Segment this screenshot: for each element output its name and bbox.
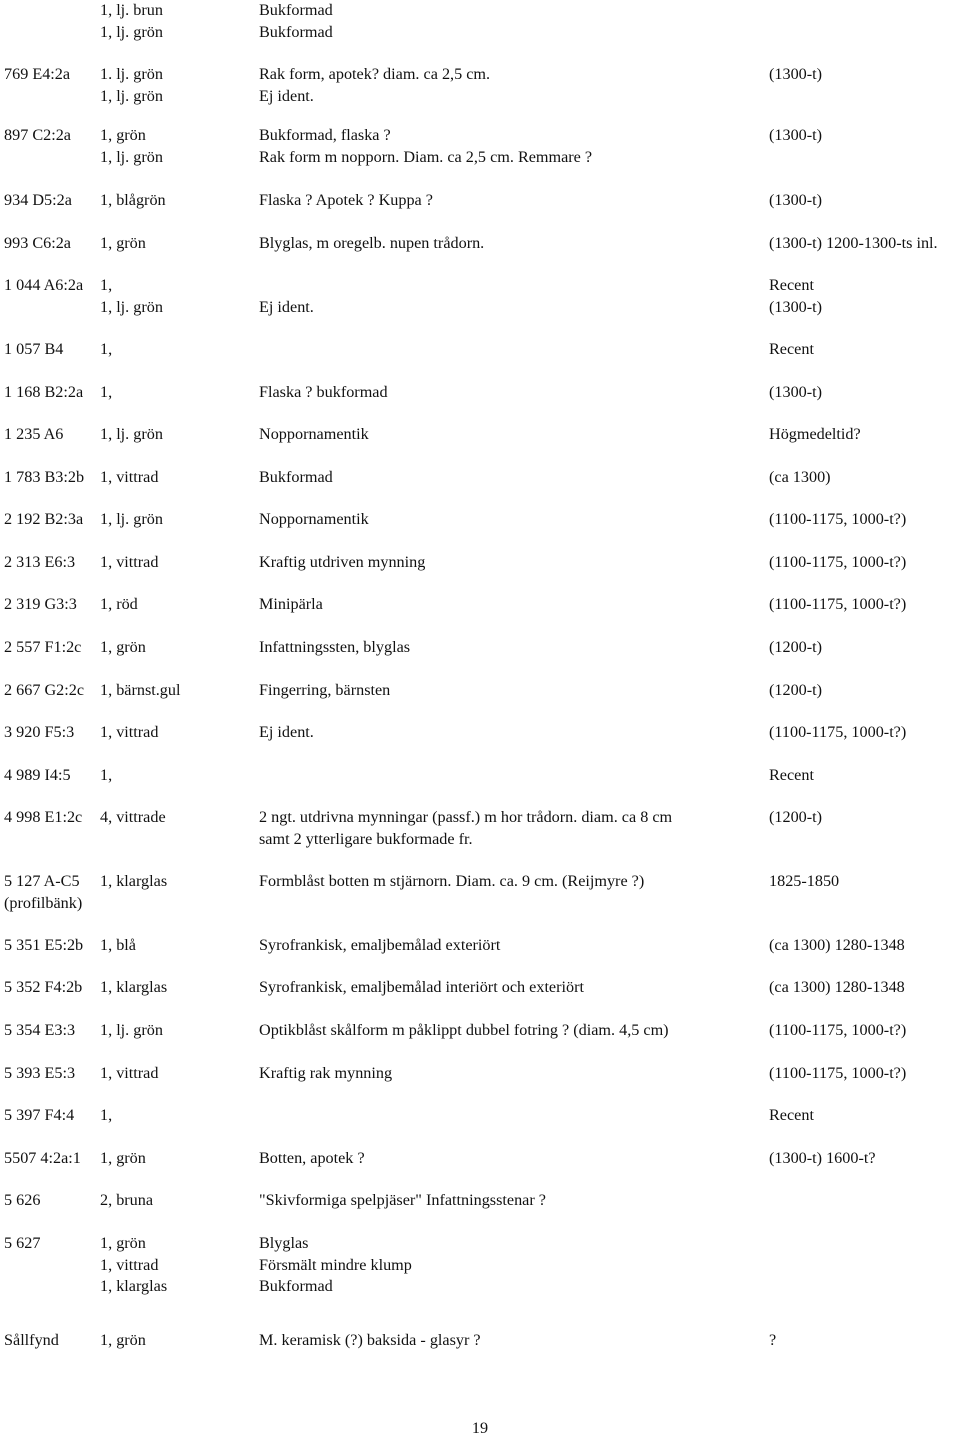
find-number: 4 998 E1:2c (4, 808, 83, 826)
description: Formblåst botten m stjärnorn. Diam. ca. 9 cm. (Reijmyre ?) (259, 872, 645, 890)
find-entry (0, 977, 960, 999)
description: Ej ident. (259, 297, 314, 316)
find-number: 1 044 A6:2a (4, 276, 84, 294)
count-color: 1, (100, 276, 113, 294)
description: Bukformad (259, 1277, 333, 1295)
entry-line (0, 722, 960, 744)
description: Optikblåst skålform m påklippt dubbel fotring ? (diam. 4,5 cm) (259, 1021, 669, 1039)
entry-line (0, 680, 960, 702)
entry-line (0, 871, 960, 893)
entry-line (0, 807, 960, 829)
count-color: 1, klarglas (100, 978, 168, 996)
count-color: 1, lj. grön (100, 86, 163, 105)
count-color: 1, lj. grön (100, 297, 163, 316)
entry-line (0, 467, 960, 489)
entry-line (0, 382, 960, 404)
count-color: 1, bärnst.gul (100, 681, 181, 699)
find-number: 2 667 G2:2c (4, 681, 85, 699)
dating: Recent (769, 276, 814, 294)
count-color: 4, vittrade (100, 808, 166, 826)
find-entry (0, 467, 960, 489)
find-number: 5 127 A-C5 (4, 872, 80, 890)
description: M. keramisk (?) baksida - glasyr ? (259, 1331, 481, 1349)
find-entry (0, 275, 960, 318)
find-number: 5 354 E3:3 (4, 1021, 76, 1039)
count-color: 1, grön (100, 126, 146, 144)
find-entry (0, 871, 960, 914)
find-number: 1 168 B2:2a (4, 383, 84, 401)
entry-line (0, 86, 960, 108)
entry-line (0, 1276, 960, 1298)
find-entry (0, 1148, 960, 1170)
entry-line (0, 339, 960, 361)
description: Bukformad, flaska ? (259, 126, 391, 144)
dating: (1300-t) (769, 297, 823, 316)
count-color: 1, lj. grön (100, 510, 163, 528)
count-color: 1, blågrön (100, 191, 166, 209)
dating: (1300-t) (769, 126, 823, 144)
dating: (1300-t) (769, 191, 823, 209)
description: Kraftig utdriven mynning (259, 553, 426, 571)
find-entry (0, 722, 960, 744)
find-entry (0, 552, 960, 574)
find-entry (0, 1233, 960, 1298)
description: Infattningssten, blyglas (259, 638, 411, 656)
entry-line (0, 977, 960, 999)
find-number: 3 920 F5:3 (4, 723, 75, 741)
dating: (1200-t) (769, 638, 823, 656)
find-entry (0, 594, 960, 616)
find-number: (profilbänk) (4, 893, 83, 912)
entry-line (0, 1255, 960, 1277)
description: Flaska ? Apotek ? Kuppa ? (259, 191, 433, 209)
entry-line (0, 1190, 960, 1212)
find-entry (0, 680, 960, 702)
description: Rak form m nopporn. Diam. ca 2,5 cm. Remmare ? (259, 147, 593, 166)
description: Botten, apotek ? (259, 1149, 365, 1167)
entry-line (0, 0, 960, 22)
entry-line (0, 125, 960, 147)
entry-line (0, 637, 960, 659)
entry-line (0, 1330, 960, 1352)
entry-line (0, 829, 960, 851)
entry-line (0, 424, 960, 446)
find-number: 2 319 G3:3 (4, 595, 77, 613)
count-color: 2, bruna (100, 1191, 154, 1209)
dating: (1200-t) (769, 808, 823, 826)
find-entry (0, 1105, 960, 1127)
count-color: 1, (100, 766, 113, 784)
entry-line (0, 893, 960, 915)
dating: Recent (769, 766, 814, 784)
count-color: 1, vittrad (100, 468, 159, 486)
dating: (1300-t) 1600-t? (769, 1149, 876, 1167)
entry-line (0, 147, 960, 169)
description: Försmält mindre klump (259, 1255, 412, 1274)
find-number: 5507 4:2a:1 (4, 1149, 81, 1167)
find-entry (0, 1330, 960, 1352)
find-number: 5 352 F4:2b (4, 978, 83, 996)
find-entry (0, 637, 960, 659)
entry-line (0, 1105, 960, 1127)
entry-line (0, 275, 960, 297)
description: Blyglas, m oregelb. nupen trådorn. (259, 234, 485, 252)
description: samt 2 ytterligare bukformade fr. (259, 829, 473, 848)
page-number: 19 (471, 1419, 489, 1437)
count-color: 1, (100, 383, 113, 401)
entry-line (0, 190, 960, 212)
entry-line (0, 1063, 960, 1085)
dating: Recent (769, 1106, 814, 1124)
dating: (1200-t) (769, 681, 823, 699)
find-number: 2 313 E6:3 (4, 553, 76, 571)
count-color: 1, vittrad (100, 553, 159, 571)
find-number: Sållfynd (4, 1331, 59, 1349)
dating: (1300-t) (769, 65, 823, 83)
count-color: 1, (100, 340, 113, 358)
description: Ej ident. (259, 723, 314, 741)
count-color: 1, lj. grön (100, 425, 163, 443)
find-entry (0, 0, 960, 43)
entry-line (0, 594, 960, 616)
dating: ? (769, 1331, 777, 1349)
find-number: 897 C2:2a (4, 126, 71, 144)
dating: (1100-1175, 1000-t?) (769, 723, 907, 741)
find-entry (0, 935, 960, 957)
count-color: 1, vittrad (100, 1255, 159, 1274)
description: Kraftig rak mynning (259, 1064, 393, 1082)
description: Fingerring, bärnsten (259, 681, 391, 699)
count-color: 1, klarglas (100, 872, 168, 890)
entry-line (0, 1148, 960, 1170)
count-color: 1, lj. grön (100, 1021, 163, 1039)
count-color: 1, grön (100, 1331, 146, 1349)
dating: (1300-t) 1200-1300-ts inl. (769, 234, 938, 252)
count-color: 1, röd (100, 595, 138, 613)
entry-line (0, 1233, 960, 1255)
description: Bukformad (259, 1, 333, 19)
count-color: 1, blå (100, 936, 136, 954)
description: Bukformad (259, 22, 333, 41)
find-entry (0, 1190, 960, 1212)
dating: (1100-1175, 1000-t?) (769, 1064, 907, 1082)
find-number: 2 557 F1:2c (4, 638, 82, 656)
description: 2 ngt. utdrivna mynningar (passf.) m hor trådorn. diam. ca 8 cm (259, 808, 673, 826)
description: Ej ident. (259, 86, 314, 105)
find-number: 2 192 B2:3a (4, 510, 84, 528)
find-entry (0, 424, 960, 446)
description: Syrofrankisk, emaljbemålad interiört och exteriört (259, 978, 584, 996)
count-color: 1, lj. brun (100, 1, 163, 19)
dating: (1100-1175, 1000-t?) (769, 1021, 907, 1039)
description: Blyglas (259, 1234, 309, 1252)
dating: (ca 1300) (769, 468, 831, 486)
find-entry (0, 190, 960, 212)
count-color: 1. lj. grön (100, 65, 163, 83)
count-color: 1, lj. grön (100, 22, 163, 41)
dating: 1825-1850 (769, 872, 840, 890)
entry-line (0, 233, 960, 255)
find-number: 5 397 F4:4 (4, 1106, 75, 1124)
find-number: 1 235 A6 (4, 425, 64, 443)
count-color: 1, vittrad (100, 723, 159, 741)
find-number: 5 626 (4, 1191, 41, 1209)
entry-line (0, 765, 960, 787)
dating: (1300-t) (769, 383, 823, 401)
dating: (1100-1175, 1000-t?) (769, 553, 907, 571)
count-color: 1, grön (100, 638, 146, 656)
entry-line (0, 552, 960, 574)
description: Noppornamentik (259, 425, 369, 443)
description: Rak form, apotek? diam. ca 2,5 cm. (259, 65, 491, 83)
dating: (1100-1175, 1000-t?) (769, 510, 907, 528)
entry-line (0, 1020, 960, 1042)
entry-line (0, 297, 960, 319)
find-entry (0, 765, 960, 787)
find-number: 1 057 B4 (4, 340, 64, 358)
find-number: 1 783 B3:2b (4, 468, 85, 486)
description: Syrofrankisk, emaljbemålad exteriört (259, 936, 501, 954)
find-number: 5 627 (4, 1234, 41, 1252)
count-color: 1, vittrad (100, 1064, 159, 1082)
description: Bukformad (259, 468, 333, 486)
find-entry (0, 807, 960, 850)
description: "Skivformiga spelpjäser" Infattningsstenar ? (259, 1191, 546, 1209)
find-entry (0, 233, 960, 255)
description: Noppornamentik (259, 510, 369, 528)
find-number: 5 351 E5:2b (4, 936, 84, 954)
count-color: 1, lj. grön (100, 147, 163, 166)
dating: (1100-1175, 1000-t?) (769, 595, 907, 613)
find-entry (0, 509, 960, 531)
count-color: 1, (100, 1106, 113, 1124)
description: Flaska ? bukformad (259, 383, 388, 401)
find-number: 4 989 I4:5 (4, 766, 71, 784)
entry-line (0, 22, 960, 44)
description: Minipärla (259, 595, 323, 613)
dating: Högmedeltid? (769, 425, 861, 443)
count-color: 1, grön (100, 234, 146, 252)
count-color: 1, klarglas (100, 1277, 168, 1295)
count-color: 1, grön (100, 1149, 146, 1167)
find-number: 769 E4:2a (4, 65, 71, 83)
find-entry (0, 64, 960, 107)
find-entry (0, 339, 960, 361)
dating: (ca 1300) 1280-1348 (769, 978, 905, 996)
entry-line (0, 64, 960, 86)
find-number: 934 D5:2a (4, 191, 72, 209)
find-number: 993 C6:2a (4, 234, 71, 252)
dating: (ca 1300) 1280-1348 (769, 936, 905, 954)
find-entry (0, 125, 960, 168)
entry-line (0, 509, 960, 531)
find-entry (0, 1020, 960, 1042)
entry-line (0, 935, 960, 957)
find-entry (0, 382, 960, 404)
dating: Recent (769, 340, 814, 358)
count-color: 1, grön (100, 1234, 146, 1252)
find-number: 5 393 E5:3 (4, 1064, 76, 1082)
find-entry (0, 1063, 960, 1085)
